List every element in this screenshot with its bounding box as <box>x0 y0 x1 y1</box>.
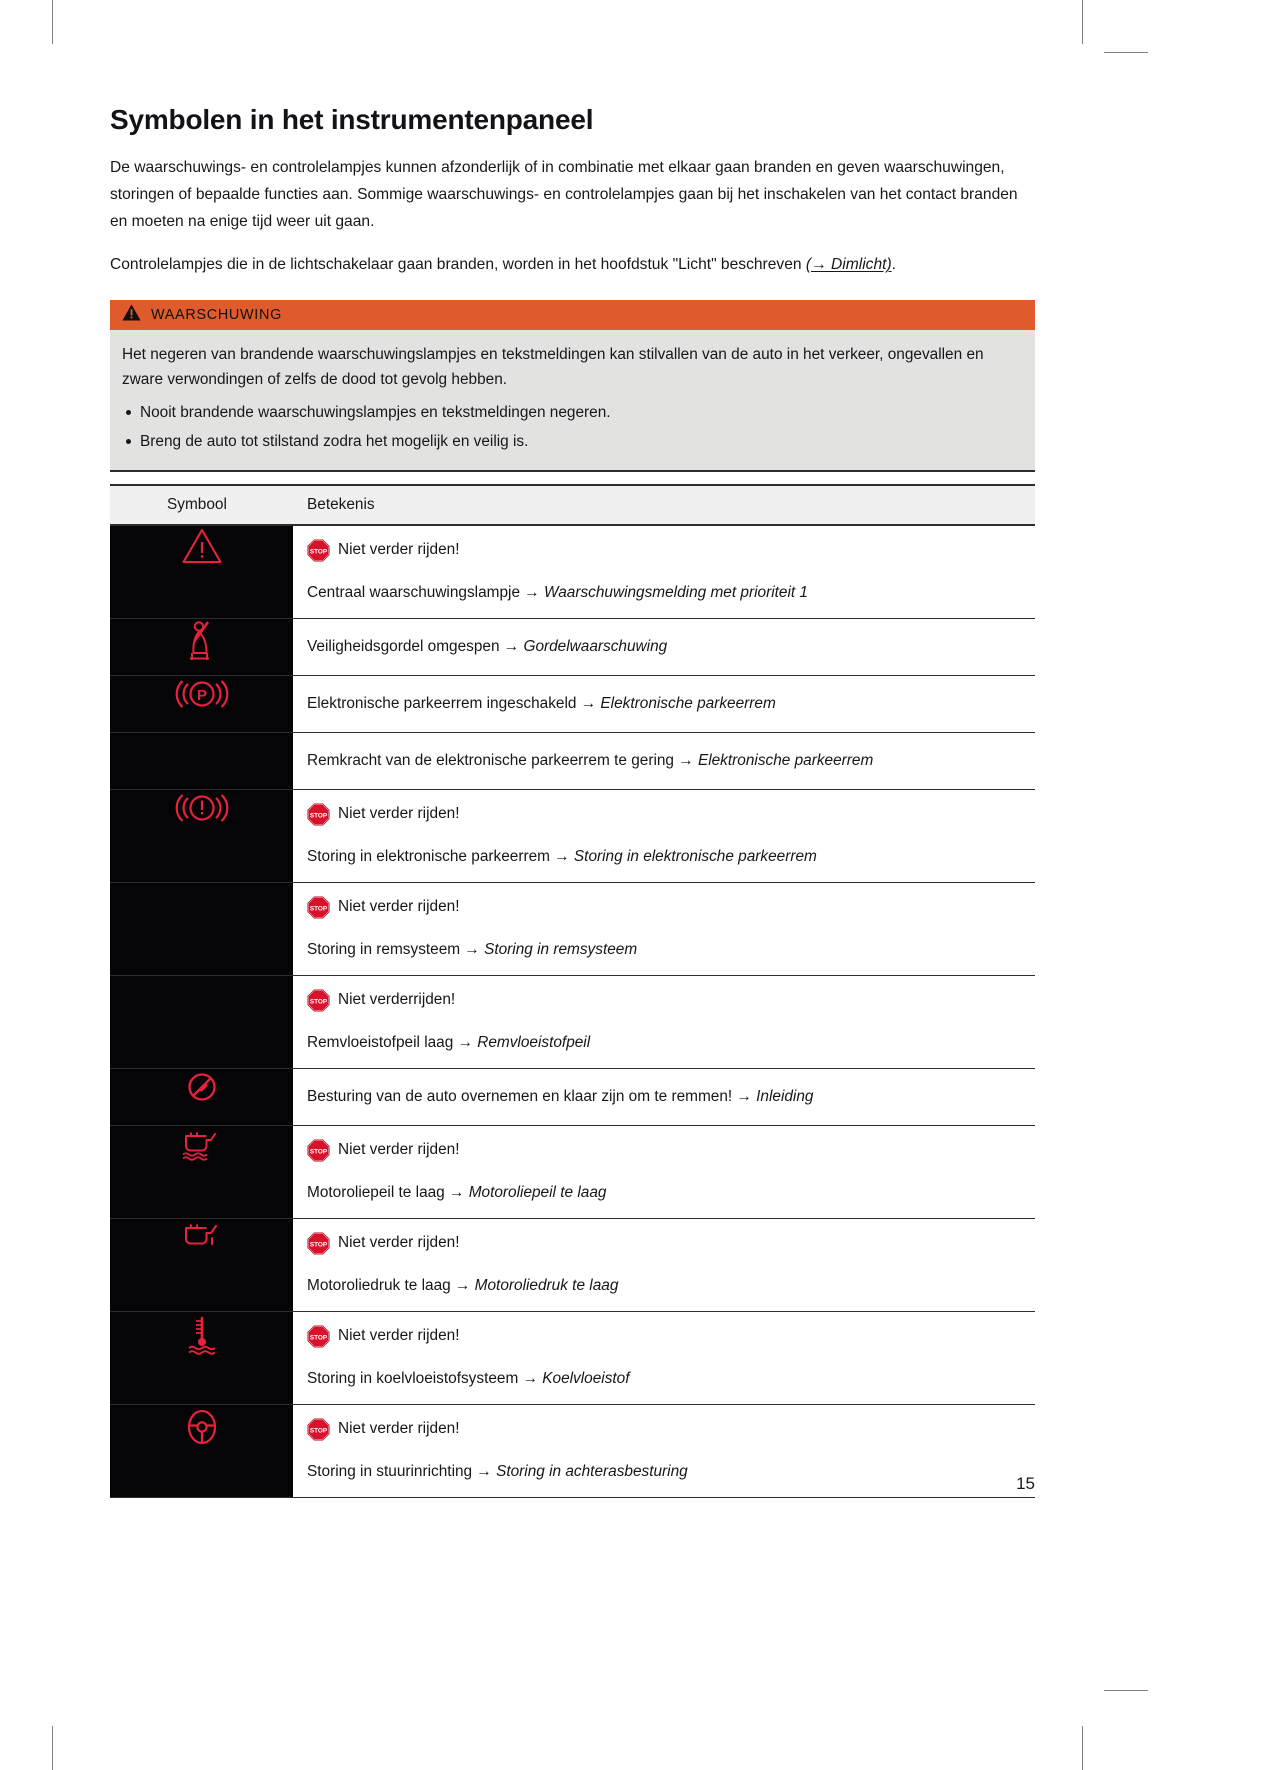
stop-instruction-label: Niet verder rijden! <box>338 805 460 822</box>
stop-sign-icon <box>307 1232 330 1255</box>
stop-sign-icon <box>307 896 330 919</box>
arrow-icon: → <box>449 1184 465 1201</box>
meaning-cell <box>293 1069 1035 1126</box>
stop-instruction <box>307 537 1027 563</box>
warning-triangle-icon <box>122 304 141 326</box>
warning-bullet-item: Nooit brandende waarschuwingslampjes en tekstmeldingen negeren. <box>122 398 1021 427</box>
stop-sign-icon <box>307 989 330 1012</box>
table-header-row <box>110 485 1035 525</box>
cross-reference-link[interactable]: Storing in remsysteem <box>484 941 638 958</box>
symbol-table <box>110 484 1035 1498</box>
svg-text:STOP: STOP <box>309 812 328 820</box>
meaning-line <box>307 1180 1027 1206</box>
stop-instruction <box>307 894 1027 920</box>
meaning-text: Elektronische parkeerrem ingeschakeld <box>307 695 581 712</box>
warning-bullet-item: Breng de auto tot stilstand zodra het mogelijk en veilig is. <box>122 427 1021 456</box>
crop-mark-bottom-left <box>52 1726 53 1770</box>
symbol-table-body <box>110 525 1035 1498</box>
meaning-text: Motoroliedruk te laag <box>307 1277 455 1294</box>
table-row <box>110 619 1035 676</box>
crop-mark-right-bottom <box>1104 1690 1148 1691</box>
arrow-icon: → <box>580 695 597 712</box>
cross-reference-link[interactable]: Elektronische parkeerrem <box>600 695 776 712</box>
table-row <box>110 733 1035 790</box>
cross-reference-link[interactable]: Storing in elektronische parkeerrem <box>573 848 817 865</box>
meaning-cell <box>293 1312 1035 1405</box>
table-row <box>110 1126 1035 1219</box>
meaning-cell <box>293 525 1035 619</box>
crop-mark-right-top <box>1104 52 1148 53</box>
warning-text: Het negeren van brandende waarschuwingslampjes en tekstmeldingen kan stilvallen van de auto in het verkeer, ongevallen en zware verwondingen of zelfs de dood tot gevolg hebben. <box>122 346 984 388</box>
meaning-text: Motoroliepeil te laag <box>307 1184 450 1201</box>
meaning-cell <box>293 733 1035 790</box>
intro-paragraph-1: De waarschuwings- en controlelampjes kunnen afzonderlijk of in combinatie met elkaar gaan branden en geven waarschuwingen, storingen of bepaalde functies aan. Sommige waarschuwings- en controlelampjes gaan bij het inschakelen van het contact branden en moeten na enige tijd weer uit gaan. <box>110 159 1018 230</box>
svg-text:STOP: STOP <box>309 1148 328 1156</box>
cross-reference-dimlicht[interactable]: (→ Dimlicht) <box>805 256 892 273</box>
symbol-cell <box>110 790 293 883</box>
svg-text:STOP: STOP <box>309 905 328 913</box>
stop-instruction <box>307 801 1027 827</box>
meaning-cell <box>293 976 1035 1069</box>
symbol-cell <box>110 1069 293 1126</box>
warning-label: WAARSCHUWING <box>151 307 282 323</box>
coolant-temp-lamp-icon <box>111 1313 292 1357</box>
table-row <box>110 790 1035 883</box>
meaning-line <box>307 1366 1027 1392</box>
stop-instruction <box>307 1416 1027 1442</box>
page-number: 15 <box>1016 1474 1035 1493</box>
stop-instruction-label: Niet verder rijden! <box>338 1234 460 1251</box>
stop-instruction <box>307 987 1027 1013</box>
table-row <box>110 525 1035 619</box>
warning-callout-header <box>110 300 1035 330</box>
arrow-icon: → <box>455 1277 471 1294</box>
crop-mark-top-right <box>1082 0 1083 44</box>
intro-paragraph-2-period: . <box>891 256 896 273</box>
warning-bullet-list <box>122 398 1021 456</box>
stop-instruction <box>307 1323 1027 1349</box>
arrow-icon: → <box>464 941 480 958</box>
meaning-text: Veiligheidsgordel omgespen <box>307 638 504 655</box>
hands-off-steering-lamp-icon <box>111 1070 292 1104</box>
stop-instruction-label: Niet verder rijden! <box>338 898 460 915</box>
symbol-cell <box>110 619 293 676</box>
arrow-icon: → <box>503 638 520 655</box>
stop-instruction-label: Niet verder rijden! <box>338 1141 460 1158</box>
stop-instruction <box>307 1137 1027 1163</box>
arrow-icon: → <box>524 584 540 601</box>
page-content <box>110 0 1035 1770</box>
svg-text:STOP: STOP <box>309 1334 328 1342</box>
symbol-cell <box>110 976 293 1069</box>
meaning-text: Remkracht van de elektronische parkeerrem te gering <box>307 752 679 769</box>
warning-callout-body <box>110 330 1035 470</box>
intro-paragraph-2-text: Controlelampjes die in de lichtschakelaar gaan branden, worden in het hoofdstuk "Licht" beschreven <box>110 256 806 273</box>
oil-pressure-lamp-icon <box>111 1220 292 1250</box>
table-row <box>110 1069 1035 1126</box>
symbol-cell <box>110 733 293 790</box>
cross-reference-link[interactable]: Inleiding <box>756 1088 814 1105</box>
meaning-text: Storing in elektronische parkeerrem <box>307 848 555 865</box>
meaning-line <box>307 1080 1027 1113</box>
arrow-icon: → <box>522 1370 538 1387</box>
table-row <box>110 883 1035 976</box>
stop-sign-icon <box>307 1418 330 1441</box>
table-row <box>110 976 1035 1069</box>
meaning-cell <box>293 790 1035 883</box>
symbol-cell <box>110 676 293 733</box>
column-header-symbol: Symbool <box>110 485 293 525</box>
meaning-line <box>307 844 1027 870</box>
meaning-cell <box>293 676 1035 733</box>
warning-callout <box>110 300 1035 472</box>
cross-reference-link[interactable]: Storing in achterasbesturing <box>496 1463 688 1480</box>
cross-reference-link[interactable]: Elektronische parkeerrem <box>697 752 874 769</box>
stop-sign-icon <box>307 803 330 826</box>
table-row <box>110 1405 1035 1498</box>
brake-exclamation-lamp-icon <box>111 791 292 825</box>
meaning-cell <box>293 619 1035 676</box>
symbol-cell <box>110 1126 293 1219</box>
symbol-cell <box>110 1312 293 1405</box>
meaning-line <box>307 744 1027 777</box>
table-row <box>110 1312 1035 1405</box>
cross-reference-link[interactable]: Gordelwaarschuwing <box>523 638 668 655</box>
symbol-cell <box>110 525 293 619</box>
steering-wheel-lamp-icon <box>111 1406 292 1448</box>
arrow-icon: → <box>476 1463 492 1480</box>
svg-text:P: P <box>196 687 207 704</box>
meaning-line <box>307 687 1027 720</box>
cross-reference-link[interactable]: Motoroliepeil te laag <box>468 1184 607 1201</box>
meaning-cell <box>293 1219 1035 1312</box>
symbol-table-head <box>110 485 1035 525</box>
meaning-text: Centraal waarschuwingslampje <box>307 584 525 601</box>
meaning-line <box>307 1459 1027 1485</box>
meaning-line <box>307 937 1027 963</box>
arrow-icon: → <box>678 752 694 769</box>
parking-brake-p-lamp-icon <box>111 677 292 711</box>
intro-paragraph-2 <box>110 251 1035 278</box>
meaning-line <box>307 580 1027 606</box>
arrow-icon: → <box>457 1034 473 1051</box>
crop-mark-bottom-right <box>1082 1726 1083 1770</box>
cross-reference-link[interactable]: Koelvloeistof <box>542 1370 630 1387</box>
stop-sign-icon <box>307 1139 330 1162</box>
seatbelt-lamp-icon <box>111 620 292 662</box>
warning-bottom-rule <box>110 470 1035 472</box>
meaning-text: Storing in koelvloeistofsysteem <box>307 1370 523 1387</box>
meaning-cell <box>293 1405 1035 1498</box>
meaning-line <box>307 1030 1027 1056</box>
page-title: Symbolen in het instrumentenpaneel <box>110 104 594 135</box>
meaning-cell <box>293 883 1035 976</box>
meaning-line <box>307 1273 1027 1299</box>
stop-instruction <box>307 1230 1027 1256</box>
arrow-icon: → <box>554 848 570 865</box>
arrow-icon: → <box>736 1088 752 1105</box>
symbol-cell <box>110 883 293 976</box>
cross-reference-link[interactable]: Remvloeistofpeil <box>477 1034 591 1051</box>
svg-text:STOP: STOP <box>309 548 328 556</box>
svg-text:STOP: STOP <box>309 1241 328 1249</box>
table-row <box>110 676 1035 733</box>
stop-instruction-label: Niet verderrijden! <box>338 991 456 1008</box>
cross-reference-link[interactable]: Motoroliedruk te laag <box>474 1277 619 1294</box>
meaning-text: Besturing van de auto overnemen en klaar zijn om te remmen! <box>307 1088 737 1105</box>
stop-sign-icon <box>307 1325 330 1348</box>
cross-reference-link[interactable]: Waarschuwingsmelding met prioriteit 1 <box>543 584 808 601</box>
table-row <box>110 1219 1035 1312</box>
stop-instruction-label: Niet verder rijden! <box>338 1420 460 1437</box>
meaning-text: Storing in stuurinrichting <box>307 1463 477 1480</box>
column-header-meaning: Betekenis <box>293 485 1035 525</box>
meaning-text: Storing in remsysteem <box>307 941 465 958</box>
stop-instruction-label: Niet verder rijden! <box>338 541 460 558</box>
meaning-line <box>307 630 1027 663</box>
meaning-cell <box>293 1126 1035 1219</box>
svg-text:STOP: STOP <box>309 1427 328 1435</box>
meaning-text: Remvloeistofpeil laag <box>307 1034 458 1051</box>
oil-level-lamp-icon <box>111 1127 292 1161</box>
svg-text:STOP: STOP <box>309 998 328 1006</box>
warning-triangle-lamp-icon <box>111 527 292 565</box>
symbol-cell <box>110 1405 293 1498</box>
symbol-cell <box>110 1219 293 1312</box>
stop-instruction-label: Niet verder rijden! <box>338 1327 460 1344</box>
stop-sign-icon <box>307 539 330 562</box>
crop-mark-top-left <box>52 0 53 44</box>
